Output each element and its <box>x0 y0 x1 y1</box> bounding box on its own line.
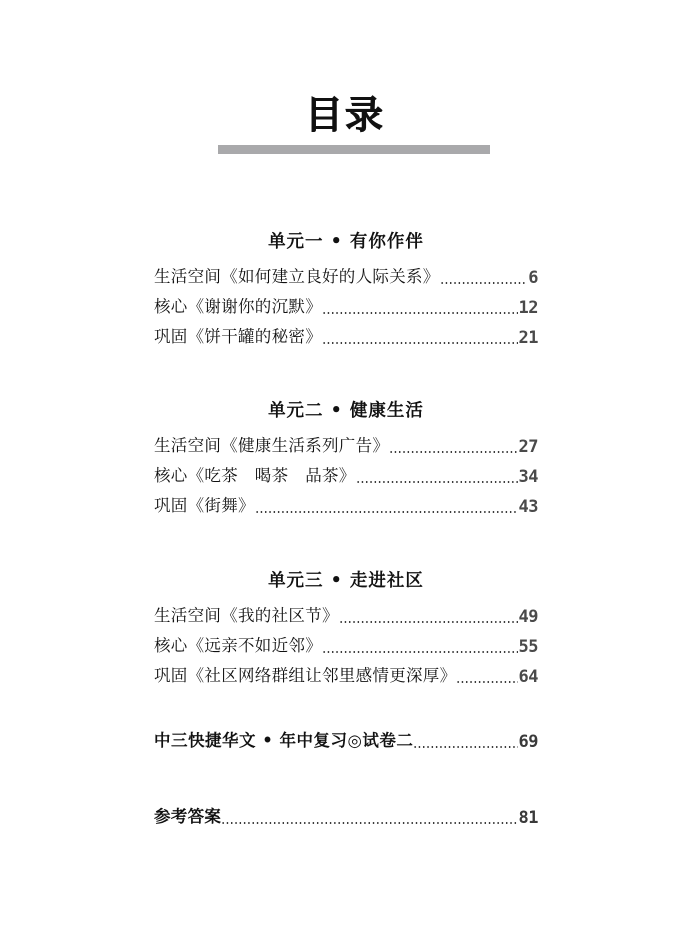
toc-entry-3-3[interactable] <box>154 665 538 687</box>
toc-entry-page-number: 43 <box>518 497 538 517</box>
dot-leader <box>389 439 517 457</box>
unit-heading-2: 单元二 • 健康生活 <box>268 401 424 421</box>
toc-entry-2-1[interactable] <box>154 435 538 457</box>
dot-leader <box>440 270 528 288</box>
dot-leader <box>322 639 518 657</box>
toc-entry-page-number: 27 <box>518 437 538 457</box>
toc-entry-2-2[interactable] <box>154 465 538 487</box>
toc-entry-label: 中三快捷华文 • 年中复习◎试卷二 <box>154 731 414 750</box>
toc-entry-label: 核心《谢谢你的沉默》 <box>154 297 322 316</box>
toc-entry-label: 巩固《饼干罐的秘密》 <box>154 327 322 346</box>
toc-section-1 <box>154 228 538 253</box>
toc-entry-page-number: 12 <box>518 298 538 318</box>
toc-entry-page-number: 34 <box>518 467 538 487</box>
page-title-block <box>0 92 690 138</box>
toc-entry-3-1[interactable] <box>154 605 538 627</box>
dot-leader <box>456 669 517 687</box>
toc-entry-page-number: 49 <box>518 607 538 627</box>
toc-entry-page-number: 6 <box>528 268 538 288</box>
page-title: 目录 <box>304 92 385 137</box>
dot-leader <box>322 300 518 318</box>
toc-section-3 <box>154 567 538 592</box>
toc-entry-label: 巩固《社区网络群组让邻里感情更深厚》 <box>154 666 457 685</box>
toc-entry-page-number: 81 <box>518 808 538 828</box>
toc-entry-midyear-exam[interactable] <box>154 730 538 752</box>
toc-entry-page-number: 21 <box>518 328 538 348</box>
toc-entry-page-number: 69 <box>518 732 538 752</box>
toc-entry-2-3[interactable] <box>154 495 538 517</box>
unit-heading-3: 单元三 • 走进社区 <box>268 571 424 591</box>
toc-entry-1-1[interactable] <box>154 266 538 288</box>
toc-entry-3-2[interactable] <box>154 635 538 657</box>
toc-entry-label: 生活空间《我的社区节》 <box>154 606 339 625</box>
toc-entry-answer-key[interactable] <box>154 806 538 828</box>
toc-entry-page-number: 64 <box>518 667 538 687</box>
title-divider-rule <box>218 145 490 154</box>
dot-leader <box>413 734 517 752</box>
dot-leader <box>356 469 518 487</box>
unit-heading-1: 单元一 • 有你作伴 <box>268 232 424 252</box>
toc-entry-label: 参考答案 <box>154 807 222 826</box>
toc-entry-1-2[interactable] <box>154 296 538 318</box>
dot-leader <box>322 330 518 348</box>
toc-section-2 <box>154 397 538 422</box>
toc-entry-1-3[interactable] <box>154 326 538 348</box>
dot-leader <box>339 609 518 627</box>
toc-entry-label: 生活空间《如何建立良好的人际关系》 <box>154 267 440 286</box>
toc-entry-label: 核心《远亲不如近邻》 <box>154 636 322 655</box>
toc-entry-label: 核心《吃茶 喝茶 品茶》 <box>154 466 356 485</box>
toc-entry-page-number: 55 <box>518 637 538 657</box>
toc-entry-label: 生活空间《健康生活系列广告》 <box>154 436 390 455</box>
dot-leader <box>221 810 517 828</box>
dot-leader <box>255 499 518 517</box>
toc-entry-label: 巩固《街舞》 <box>154 496 255 515</box>
